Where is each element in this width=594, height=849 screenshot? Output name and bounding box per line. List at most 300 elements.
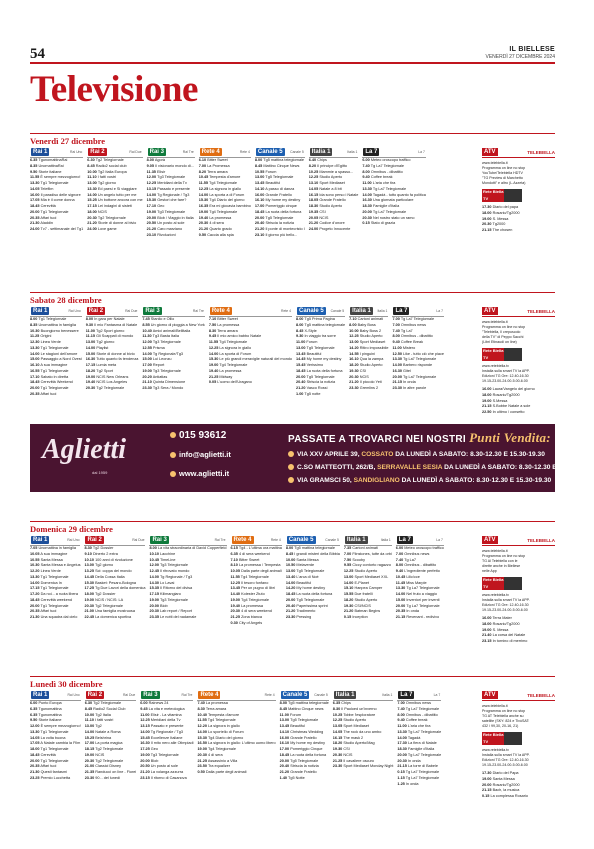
- program-time: 17.20: [30, 592, 40, 596]
- program-time: 18.00: [87, 209, 97, 214]
- ad-website[interactable]: www.aglietti.it: [170, 469, 229, 478]
- section-title: Televisione: [30, 69, 198, 110]
- program-time: 7.00: [392, 322, 400, 327]
- info-line: www.retebiella.tv: [482, 364, 509, 368]
- program-title: Unomattina in famiglia: [38, 322, 77, 327]
- ad-stores: [288, 448, 594, 487]
- program-title: Tg2 Telegiornale: [95, 158, 124, 162]
- program-time: 19.30: [332, 747, 343, 751]
- rete-biella-badge: [482, 577, 522, 590]
- program-title: Blob: [150, 758, 159, 763]
- program-time: 20.00: [279, 758, 290, 763]
- program-title: Tagadà: [407, 735, 421, 740]
- program-time: 8.00: [85, 317, 94, 321]
- program-time: 16.00: [30, 192, 40, 197]
- program-time: 9.40: [362, 175, 370, 180]
- program-title: NCIS: [359, 374, 369, 379]
- program-time: 1.00: [296, 391, 304, 396]
- channel-name: Rete 4: [264, 693, 275, 697]
- program-title: Natale a 8 bit: [319, 186, 342, 191]
- program-time: 10.50: [285, 563, 296, 568]
- program-time: 11.00: [279, 712, 289, 717]
- channel-logo: Italia 1: [346, 537, 366, 543]
- program-time: 8.00: [296, 322, 304, 327]
- program-time: 22.50: [482, 410, 492, 414]
- program-title: Diario del papa: [492, 205, 519, 209]
- channel-column: [85, 690, 137, 800]
- program-title: Tg1 Telegiornale: [40, 603, 69, 608]
- store-address: C.SO MATTEOTTI, 262/B,: [297, 464, 376, 471]
- program-title: Un posto al sole: [157, 221, 185, 226]
- program-time: 14.00: [395, 592, 406, 596]
- program-title: Tg1 Telegiornale: [40, 386, 69, 390]
- program-time: 21.20: [308, 221, 319, 226]
- program-title: Tg2 Telegiornale: [96, 386, 125, 390]
- program-title: Origini: [40, 334, 52, 339]
- program-item: [142, 386, 205, 392]
- program-item: [309, 227, 359, 233]
- program-title: Tg La7 Telegiornale: [372, 209, 407, 214]
- program-item: [197, 770, 275, 776]
- program-title: Beautiful: [265, 181, 281, 185]
- program-title: Report: [152, 363, 165, 367]
- program-title: L'ingrediente perfetto: [404, 569, 440, 573]
- channel-header: [344, 535, 392, 546]
- program-time: 6.30: [84, 701, 93, 705]
- advertisement[interactable]: [30, 424, 594, 492]
- program-time: 14.20: [285, 586, 296, 591]
- program-time: 20.00: [392, 374, 402, 379]
- local-channel-logo: ATV: [484, 308, 496, 314]
- program-time: 15.30: [198, 198, 209, 203]
- program-time: 18.15: [84, 747, 95, 751]
- program-title: Striscia la notizia: [306, 380, 336, 385]
- info-line: (Libri Etinaudi on line): [482, 340, 517, 344]
- program-time: 8.45: [279, 706, 288, 711]
- program-title: Tg2 Dossier: [95, 592, 116, 596]
- channel-header: [30, 147, 83, 158]
- program-time: 8.00: [279, 701, 288, 705]
- program-title: È sempre mezzogiorno!: [40, 724, 81, 728]
- program-title: Il ritorno di Casanova: [150, 775, 187, 780]
- program-title: Tg5 Telegiornale: [290, 758, 319, 763]
- program-time: 20.35: [30, 609, 40, 614]
- program-time: 18.05: [308, 198, 319, 203]
- program-title: Mattino Cinque news: [288, 706, 324, 711]
- channel-logo: La 7: [395, 308, 408, 314]
- program-title: Christmas Wedding: [290, 729, 324, 734]
- channel-header: [197, 690, 275, 701]
- program-title: Quarto grado: [209, 227, 232, 231]
- info-line: della TV" di Peppo Sacchi: [482, 335, 524, 339]
- program-time: 21.25: [208, 374, 219, 379]
- program-time: 17.25: [140, 747, 150, 751]
- program-title: La promessa / Tempesta: [238, 563, 281, 568]
- program-item: [482, 228, 555, 234]
- program-title: Santa Messa: [296, 557, 319, 562]
- program-title: Tg2 Dossier: [92, 546, 114, 550]
- info-line: www.retebiella.tv: [482, 593, 509, 597]
- ad-email[interactable]: info@aglietti.it: [170, 450, 231, 459]
- program-time: 18.30: [308, 204, 319, 208]
- program-time: 6.00: [30, 701, 38, 705]
- program-title: Ed paesi e Si viaggiare: [97, 186, 137, 191]
- program-time: 7.00: [343, 551, 352, 556]
- program-time: 13.30: [30, 574, 40, 579]
- program-title: E-Planet: [354, 580, 370, 585]
- program-time: 14.30: [149, 580, 159, 585]
- program-title: La domenica sportiva: [95, 615, 132, 619]
- program-time: 12.25: [343, 569, 354, 573]
- program-title: Tg1 Telegiornale: [40, 181, 69, 185]
- program-time: 21.20: [146, 227, 157, 231]
- program-title: Il mito nero alle Olimpiadi: [150, 741, 194, 746]
- program-time: 8.45: [84, 706, 93, 711]
- program-time: 0.15: [397, 770, 405, 774]
- program-time: 11.15: [85, 334, 96, 339]
- program-time: 21.20: [296, 386, 306, 390]
- info-line: Mondotti" e altro (L.Azzeta): [482, 181, 526, 185]
- program-title: Pomeriggio Cinque: [290, 747, 323, 751]
- program-title: Antiatlas: [152, 374, 168, 379]
- program-time: 13.30: [30, 345, 40, 350]
- program-time: 13.45: [230, 586, 241, 591]
- program-title: Lilic/cce: [406, 574, 420, 579]
- program-title: Tg Regionale / Tg3: [159, 574, 193, 579]
- program-time: 14.00: [343, 580, 354, 585]
- program-title: In tornino di merrimo: [492, 639, 528, 643]
- program-item: [255, 233, 305, 239]
- program-title: Mammie a spasso...: [319, 169, 354, 174]
- program-title: In onda: [405, 781, 419, 786]
- channel-column: [87, 147, 142, 239]
- program-time: 13.45: [279, 724, 290, 728]
- program-time: 9.40: [392, 340, 400, 344]
- program-title: La torre di Babele: [407, 764, 438, 769]
- program-time: 13.25: [84, 569, 94, 573]
- program-time: 8.00: [30, 317, 38, 321]
- program-title: Tg5 Telegiornale: [265, 215, 294, 220]
- program-time: 23.25: [30, 775, 40, 780]
- program-time: 11.00: [397, 724, 407, 728]
- program-item: [30, 615, 80, 621]
- channel-header: [142, 306, 205, 317]
- program-title: Dalla parte degli animali: [205, 770, 247, 774]
- program-title: Inventori per inventi: [406, 597, 440, 602]
- channel-column: [142, 306, 205, 416]
- program-title: Studio Aperto: [359, 334, 383, 339]
- program-time: 11.55: [30, 175, 40, 180]
- ad-phone[interactable]: 015 93612: [170, 430, 226, 441]
- program-time: 17.00: [254, 204, 265, 208]
- info-line: "Telebiella, Il crepuscolo: [482, 330, 521, 334]
- program-title: Tempesta d'amore: [209, 175, 241, 180]
- program-title: Gestori che fare?: [157, 198, 187, 203]
- store-line: [288, 448, 594, 461]
- program-title: Studio Aperto: [354, 569, 378, 573]
- program-title: Belshrina: [95, 735, 112, 740]
- program-title: Tg La7 Telegiornale: [372, 186, 407, 191]
- local-channel-info-2: [482, 748, 555, 768]
- info-line: "TG Preview di Marchetto: [482, 176, 523, 180]
- program-title: Dinerto 2 extra: [92, 551, 118, 556]
- channel-name: La 7: [436, 538, 443, 542]
- program-title: Una squadra dal cielo: [40, 615, 78, 619]
- channel-name: Rai Uno: [68, 309, 81, 313]
- local-channel-name: TELEBIELLA: [527, 692, 555, 698]
- program-time: 16.10: [349, 357, 359, 362]
- program-time: 9.50: [30, 169, 38, 174]
- program-time: 19.00: [482, 216, 492, 221]
- location-pin-icon: [288, 464, 294, 470]
- local-channel-box: [478, 147, 555, 239]
- program-time: 14.00: [142, 351, 152, 356]
- program-title: Pomeriggio cinque: [265, 204, 297, 208]
- program-title: Tg5 Telegiornale: [296, 569, 325, 573]
- program-time: 0.15: [362, 221, 370, 226]
- local-program-list: [482, 771, 555, 800]
- mail-icon: [170, 452, 176, 458]
- program-time: 10.30: [30, 563, 40, 568]
- program-title: 90... del lunedì: [95, 775, 121, 780]
- program-time: 6.40: [308, 158, 317, 162]
- program-time: 20.40: [254, 221, 265, 226]
- program-title: The chosen: [492, 228, 513, 232]
- program-title: Tg4 Diario del giorno: [207, 735, 244, 740]
- program-time: 14.45: [296, 357, 306, 362]
- channel-header: [30, 306, 82, 317]
- program-time: 21.20: [198, 227, 209, 231]
- program-time: 16.00: [279, 735, 290, 740]
- program-title: Bitter Sweet: [238, 557, 260, 562]
- channel-logo: Rai 1: [33, 308, 48, 314]
- program-title: Vasco Rossi: [306, 386, 328, 390]
- program-item: [482, 410, 555, 416]
- program-time: 1.40: [279, 775, 288, 780]
- program-title: Tg2 giorno: [96, 340, 115, 344]
- program-time: 20.30: [87, 215, 97, 220]
- local-channel-box: [478, 306, 555, 416]
- channel-header: [149, 535, 226, 546]
- program-title: Tg2 Italia: [95, 712, 111, 717]
- program-time: 10.25: [308, 169, 319, 174]
- program-time: 17.05: [30, 198, 40, 203]
- channel-name: Canale 5: [290, 150, 304, 154]
- program-title: Omnibus - dibattito: [404, 563, 437, 568]
- program-title: L'aria che tira: [372, 181, 396, 185]
- channel-logo: Rai 3: [152, 537, 167, 543]
- program-title: Le notti del nadamale: [160, 615, 197, 619]
- info-line: Edizioni TG Ore: 12.40-16.30: [482, 603, 529, 607]
- program-item: [30, 392, 82, 398]
- program-time: 14.55: [349, 351, 359, 356]
- program-title: Coffee Break: [400, 340, 423, 344]
- channel-column: [296, 306, 345, 416]
- program-title: Cartoni animati: [357, 317, 384, 321]
- program-title: Ciccy contorto ragazzo: [352, 563, 391, 568]
- program-title: NCIS: [319, 215, 329, 220]
- program-title: Tg1 Telegiornale: [40, 729, 69, 734]
- program-title: Like - tutto ciò che piace: [403, 351, 444, 356]
- program-item: [392, 386, 444, 392]
- program-time: 21.15: [482, 228, 492, 232]
- program-title: La corsa del Natale: [492, 633, 526, 638]
- badge-label: Rete Biella TV: [483, 189, 504, 201]
- channel-column: [280, 690, 329, 800]
- program-time: 20.40: [279, 764, 290, 769]
- program-title: Tg3 Sera / Mondo: [152, 386, 184, 390]
- program-title: Passato e presente: [157, 186, 190, 191]
- channel-logo: Canale 5: [282, 692, 308, 698]
- program-title: Sport Mediaset: [319, 181, 345, 185]
- program-title: Bitter Sweet: [217, 317, 238, 321]
- channel-name: Rai Tre: [214, 538, 226, 542]
- info-line: Programma on line no stop: [482, 709, 526, 713]
- program-title: Tg5 mattina telegiornale: [263, 158, 305, 162]
- program-time: 20.30: [197, 752, 207, 757]
- rete-biella-badge: [482, 732, 522, 745]
- program-title: Meridiani della Tv: [157, 181, 187, 185]
- program-time: 18.45: [30, 752, 40, 757]
- program-time: 7.00: [397, 701, 405, 705]
- channel-column: [309, 147, 359, 239]
- program-time: 21.30: [30, 615, 40, 619]
- program-time: 16.15: [332, 735, 343, 740]
- program-title: Buongiorno benessere: [40, 328, 79, 333]
- program-title: Coffee break: [405, 718, 428, 723]
- program-time: 13.00: [343, 574, 354, 579]
- program-title: Tg2 Telegiornale: [95, 603, 124, 608]
- program-time: 14.05: [308, 186, 319, 191]
- program-title: Tg5 Telegiornale: [296, 597, 325, 602]
- program-time: 18.00: [84, 592, 94, 596]
- program-title: La ruota della fortuna: [296, 592, 333, 596]
- program-time: 8.45: [254, 163, 263, 168]
- program-time: 0.15: [343, 615, 352, 619]
- channel-name: Canale 5: [314, 693, 328, 697]
- program-time: 16.10: [279, 741, 290, 746]
- program-time: 21.40: [482, 633, 492, 638]
- program-title: Hanpea Camper: [354, 586, 383, 591]
- program-title: I fatti vostri: [97, 175, 117, 180]
- program-title: Santa Messa: [492, 776, 515, 781]
- program-title: Linea Verde: [40, 340, 61, 344]
- program-title: Caro marziano: [157, 227, 183, 231]
- program-title: 4 di sera: [209, 221, 224, 226]
- program-title: Tutto quanto fa tendenza: [96, 357, 139, 362]
- program-title: Amici animali/Bellitalia: [152, 328, 191, 333]
- program-time: 21.15: [395, 615, 406, 619]
- program-title: Radio2 Social Club: [93, 706, 126, 711]
- paper-date: VENERDÌ 27 DICEMBRE 2024: [485, 54, 555, 60]
- program-title: Studio Aperto: [354, 597, 378, 602]
- program-time: 6.35: [30, 158, 38, 162]
- program-title: Il piccolo Yeti: [359, 380, 382, 385]
- program-title: La sporta di Forum: [219, 351, 252, 356]
- program-time: 8.00: [397, 712, 405, 717]
- program-title: Tgunomattina: [38, 706, 62, 711]
- channel-column: [30, 535, 80, 645]
- channel-header: [140, 690, 193, 701]
- badge-label: Rete Biella TV: [483, 577, 504, 589]
- program-time: 1.15: [397, 775, 405, 780]
- program-title: Punto Europa: [38, 701, 62, 705]
- program-title: Tg4 Telegiornale: [241, 597, 270, 602]
- program-time: 20.00: [254, 215, 265, 220]
- program-title: La promessa: [241, 603, 264, 608]
- program-title: Tg4 Telegiornale: [209, 181, 238, 185]
- program-time: 20.30: [149, 609, 159, 614]
- program-time: 18.00: [482, 210, 492, 215]
- program-title: Storie italiane: [38, 169, 62, 174]
- program-title: Domenica In: [40, 580, 62, 585]
- local-channel-info: [482, 320, 555, 345]
- program-time: 7.00: [198, 163, 207, 168]
- program-title: Un posto al sole: [150, 764, 179, 769]
- program-title: Randucci on line - Fiorei: [95, 770, 137, 774]
- program-time: 12.20: [30, 569, 40, 573]
- program-title: Revenant - redivivo: [406, 615, 440, 619]
- program-time: 20.30: [84, 603, 94, 608]
- store-address: VIA XXV APRILE 39,: [297, 451, 360, 458]
- program-time: 12.00: [146, 175, 157, 180]
- program-time: 18.20: [343, 597, 354, 602]
- program-title: Beautiful: [290, 724, 306, 728]
- rete-biella-badge: [482, 189, 522, 202]
- channel-logo: Rai 2: [87, 537, 102, 543]
- program-time: 16.10: [254, 198, 265, 203]
- channel-header: [396, 535, 444, 546]
- info-line: Edizioni TG Ore: 12.40-16.30: [482, 374, 529, 378]
- program-title: La sporta a di Forum: [209, 192, 245, 197]
- local-channel-logo: ATV: [484, 537, 496, 543]
- local-channel-info: [482, 549, 555, 574]
- program-time: 0.15: [482, 794, 490, 798]
- program-time: 23.50: [197, 764, 207, 769]
- program-time: 7.00: [392, 317, 400, 321]
- channel-column: [349, 306, 388, 416]
- program-time: 12.55: [142, 345, 152, 350]
- program-title: Omnibus news: [400, 322, 427, 327]
- channel-column: [396, 535, 444, 645]
- program-title: La Promessa: [207, 163, 230, 168]
- program-time: 23.30: [349, 386, 359, 390]
- program-time: 12.45: [149, 569, 159, 573]
- program-title: TimeLine: [159, 557, 176, 562]
- program-title: Forum: [290, 712, 301, 717]
- program-title: Mistero: [402, 345, 416, 350]
- program-title: Tg2 giorno: [97, 181, 116, 185]
- program-title: Ritiro impossibile: [359, 345, 389, 350]
- program-title: NCIS: [97, 209, 107, 214]
- channel-logo: Rai 1: [33, 537, 48, 543]
- program-time: 13.00: [87, 181, 97, 185]
- program-time: 23.30: [84, 775, 95, 780]
- info-line: 19.15-23.00-24.00-5.00-6.00: [482, 763, 528, 767]
- program-title: Lumia meta: [96, 363, 117, 367]
- local-channel-box: [478, 535, 555, 645]
- program-title: NCIS: [343, 752, 353, 757]
- program-time: 7.45: [142, 317, 150, 321]
- program-title: In viaggio tra sorre: [304, 334, 336, 339]
- program-title: City of Angels: [238, 620, 263, 625]
- program-time: 10.00: [87, 169, 97, 174]
- program-title: Linea Verde: [40, 569, 61, 573]
- channel-column: [86, 306, 139, 416]
- program-time: 1.25: [397, 781, 405, 786]
- program-time: 19.00: [482, 627, 492, 632]
- channel-header: [209, 306, 292, 317]
